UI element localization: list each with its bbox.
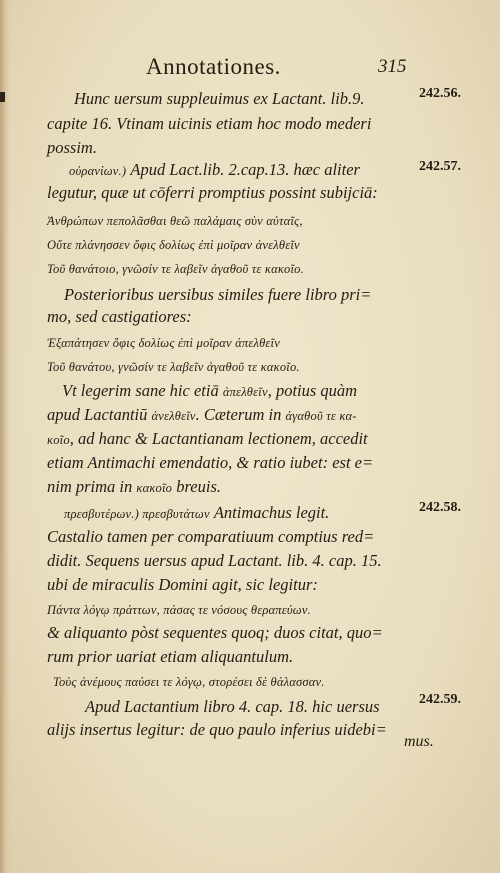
text-line [47,429,368,450]
cross-reference: 242.59. [419,692,461,707]
greek-line [47,210,303,231]
latin-text: possim. [47,138,97,157]
greek-line [47,332,280,353]
cross-reference: 242.56. [419,86,461,101]
greek-text: Ἀνθρώπων πεπολᾶσθαι θεῶ παλάμαις σὺν αὐταῖς, [47,214,303,228]
greek-line [47,356,300,377]
greek-text: οὐρανίων.) [69,164,127,178]
text-line [47,551,382,571]
text-line [47,647,293,667]
cross-reference: 242.57. [419,159,461,174]
latin-text: breuis. [172,477,222,496]
latin-text: . Cæterum in [195,405,286,424]
latin-text: legutur, quæ ut cōferri promptius possint subijciā: [47,183,378,202]
latin-text: Castalio tamen per comparatiuum comptius red= [47,527,375,546]
greek-line [47,234,300,255]
latin-text: etiam Antimachi emendatio, & ratio iubet: est e= [47,453,374,472]
greek-text: Ἐξαπάτησεν ὄφις δολίως ἐπὶ μοῖραν ἀπελθεῖν [47,336,280,350]
greek-text: Τοῦ θανάτου, γνῶσίν τε λαβεῖν ἀγαθοῦ τε κακοῖο. [47,360,300,374]
text-line [47,114,371,134]
latin-text: rum prior uariat etiam aliquantulum. [47,647,294,666]
text-line [47,183,378,203]
text-line [47,453,373,473]
greek-text: Τοὺς ἀνέμους παύσει τε λόγῳ, στορέσει δὲ θάλασσαν. [53,675,325,689]
greek-text: κοῖο [47,433,70,447]
text-line [74,89,365,109]
running-header-title: Annotationes. [146,54,281,79]
latin-text: apud Lactantiū [47,405,152,424]
latin-text: mo, sed castigatiores: [47,307,192,326]
latin-text: capite 16. Vtinam uicinis etiam hoc modo mederi [47,114,372,133]
text-line [47,623,383,643]
greek-text: ἀγαθοῦ τε κα- [285,409,357,423]
text-line [85,697,380,717]
text-line [47,138,97,158]
latin-text: Apud Lact.lib. 2.cap.13. hæc aliter [126,160,360,179]
text-line [47,477,221,498]
greek-text: Τοῦ θανάτοιο, γνῶσίν τε λαβεῖν ἀγαθοῦ τε κακοῖο. [47,262,304,276]
latin-text: Hunc uersum suppleuimus ex Lactant. lib.9. [74,89,365,108]
latin-text: Posterioribus uersibus similes fuere libro pri= [64,285,372,304]
greek-text: ἀπελθεῖν [222,385,268,399]
latin-text: Vt legerim sane hic etiā [62,381,223,400]
text-line [64,503,329,524]
greek-text: Οὔτε πλάνησσεν ὄφις δολίως ἐπὶ μοῖραν ἀνελθεῖν [47,238,300,252]
latin-text: alijs insertus legitur: de quo paulo inferius uidebi= [47,720,387,739]
greek-line [47,599,311,620]
page-number: 315 [378,56,407,77]
gutter-mark [0,92,5,102]
greek-text: κακοῖο [136,481,173,495]
latin-text: nim prima in [47,477,137,496]
text-line [47,720,387,740]
greek-text: ἀνελθεῖν [151,409,196,423]
latin-text: , ad hanc & Lactantianam lectionem, accedit [69,429,368,448]
latin-text: & aliquanto pòst sequentes quoq; duos citat, quo= [47,623,383,642]
text-line [47,527,374,547]
latin-text: didit. Sequens uersus apud Lactant. lib. 4. cap. 15. [47,551,382,570]
text-line [47,405,357,426]
latin-text: , potius quàm [267,381,358,400]
latin-text: ubi de miraculis Domini agit, sic legitur: [47,575,318,594]
catchword: mus. [404,733,434,750]
greek-line [53,671,325,692]
text-line [47,575,318,595]
latin-text: Apud Lactantium libro 4. cap. 18. hic uersus [85,697,380,716]
greek-text: πρεσβυτέρων.) πρεσβυτάτων [64,507,210,521]
greek-text: Πάντα λόγῳ πράττων, πάσας τε νόσους θεραπεύων. [47,603,311,617]
greek-line [47,258,304,279]
text-line [47,307,192,327]
text-line [62,381,357,402]
cross-reference: 242.58. [419,500,461,515]
binding-gutter [0,0,10,873]
text-line [69,160,360,181]
text-line [64,285,371,305]
latin-text: Antimachus legit. [209,503,330,522]
